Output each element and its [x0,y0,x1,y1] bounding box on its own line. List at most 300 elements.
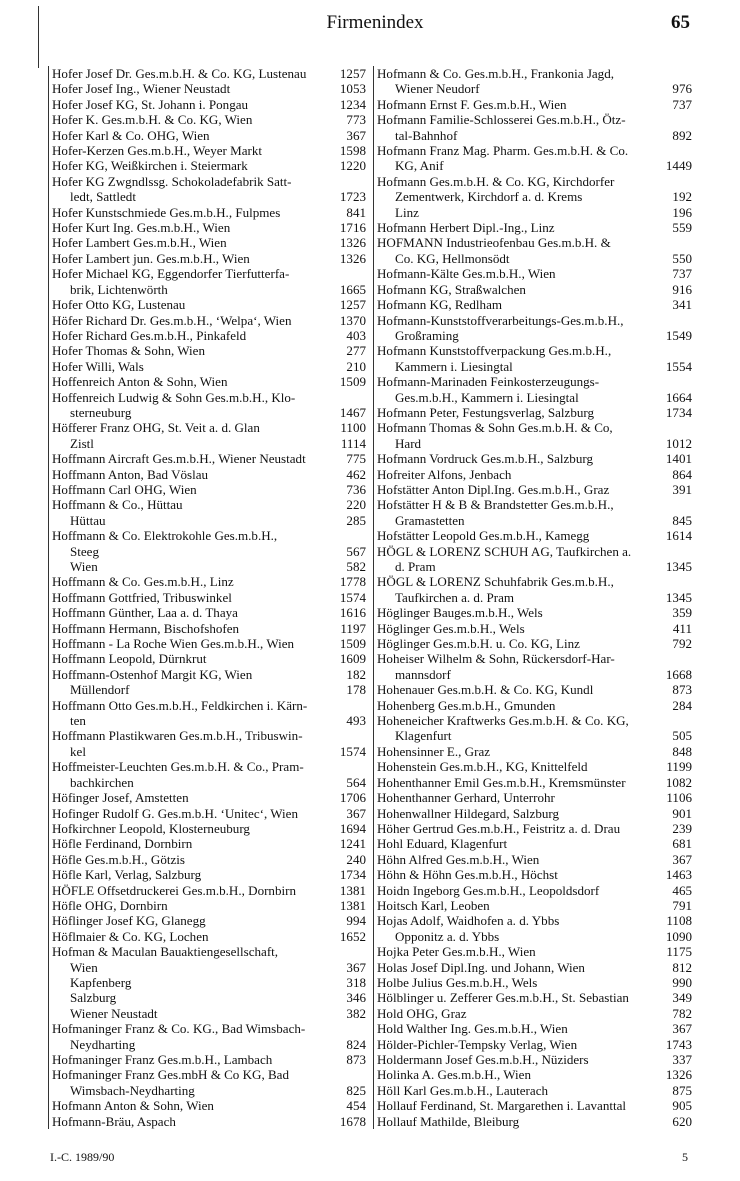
entry-page-number: 411 [672,620,692,636]
entry-name: Hoheiser Wilhelm & Sohn, Rückersdorf-Har- [377,651,615,667]
index-entry [377,990,692,1005]
entry-page-number: 1114 [340,435,366,451]
index-entry [52,482,366,497]
entry-page-number: 875 [672,1082,692,1098]
entry-page-number: 284 [672,697,692,713]
index-entry [377,343,692,358]
index-entry [52,81,366,96]
entry-name: Hofmann Thomas & Sohn Ges.m.b.H. & Co, [377,420,613,436]
entry-name: Hoheneicher Kraftwerks Ges.m.b.H. & Co. KG, [377,713,629,729]
entry-name: Hohenthanner Emil Ges.m.b.H., Kremsmünster [377,774,626,790]
entry-name: ledt, Sattledt [70,189,136,205]
entry-name: Hofer Karl & Co. OHG, Wien [52,127,210,143]
index-entry [52,867,366,882]
entry-name: Hofer Josef Dr. Ges.m.b.H. & Co. KG, Lustenau [52,66,307,81]
entry-name: Höhn & Höhn Ges.m.b.H., Höchst [377,867,558,883]
entry-name: Hofstätter Leopold Ges.m.b.H., Kamegg [377,528,590,544]
index-entry [52,1052,366,1067]
entry-name: Hofer-Kerzen Ges.m.b.H., Weyer Markt [52,143,263,159]
entry-page-number: 318 [346,974,366,990]
entry-page-number: 367 [346,805,366,821]
index-entry [52,436,366,451]
entry-name: Kapfenberg [70,974,132,990]
entry-name: mannsdorf [395,666,451,682]
index-entry [52,1021,366,1036]
entry-page-number: 337 [672,1052,692,1067]
entry-page-number: 1345 [665,589,692,605]
entry-page-number: 1100 [340,420,366,436]
index-entry [52,559,366,574]
entry-name: Hoffmann & Co., Hüttau [52,497,183,513]
entry-name: Hofreiter Alfons, Jenbach [377,466,512,482]
entry-name: Hofer Lambert jun. Ges.m.b.H., Wien [52,250,250,266]
index-entry [377,821,692,836]
entry-name: Hofmann-Kunststoffverarbeitungs-Ges.m.b.H., [377,312,624,328]
entry-page-number: 341 [672,297,692,313]
index-entry [52,883,366,898]
index-entry [377,359,692,374]
entry-name: Hoitsch Karl, Leoben [377,897,490,913]
entry-name: Hoffmann-Ostenhof Margit KG, Wien [52,666,253,682]
entry-page-number: 1370 [339,312,366,328]
entry-name: Hofkirchner Leopold, Klosterneuburg [52,820,250,836]
entry-name: brik, Lichtenwörth [70,281,168,297]
index-entry [377,81,692,96]
entry-name: Müllendorf [70,682,130,698]
index-entry [52,898,366,913]
entry-page-number: 845 [672,512,692,528]
entry-name: Holinka A. Ges.m.b.H., Wien [377,1067,531,1083]
entry-name: Höglinger Bauges.m.b.H., Wels [377,605,543,621]
entry-page-number: 976 [672,81,692,97]
index-entry [52,343,366,358]
index-entry [52,451,366,466]
index-entry [377,1037,692,1052]
entry-name: Höfle Karl, Verlag, Salzburg [52,867,202,883]
index-entry [52,251,366,266]
entry-page-number: 1509 [339,374,366,390]
index-entry [377,728,692,743]
index-entry [377,775,692,790]
entry-name: HÖGL & LORENZ Schuhfabrik Ges.m.b.H., [377,574,614,590]
index-entry [377,66,692,81]
entry-name: HÖFLE Offsetdruckerei Ges.m.b.H., Dornbirn [52,882,296,898]
entry-page-number: 367 [346,959,366,975]
entry-page-number: 1401 [665,451,692,467]
entry-name: Zementwerk, Kirchdorf a. d. Krems [395,189,583,205]
index-entry [52,990,366,1005]
entry-page-number: 1241 [339,836,366,852]
entry-page-number: 1082 [665,774,692,790]
index-entry [377,1021,692,1036]
entry-page-number: 1326 [339,250,366,266]
index-entry [52,282,366,297]
entry-name: Hölblinger u. Zefferer Ges.m.b.H., St. Sebastian [377,990,629,1006]
index-entry [377,1114,692,1129]
entry-page-number: 1609 [339,651,366,667]
entry-page-number: 239 [672,820,692,836]
entry-name: Hoffmann - La Roche Wien Ges.m.b.H., Wien [52,636,295,652]
index-entry [52,759,366,774]
entry-name: Hofmann Vordruck Ges.m.b.H., Salzburg [377,451,593,467]
index-entry [52,1067,366,1082]
index-entry [52,1037,366,1052]
index-entry [52,266,366,281]
index-entry [377,405,692,420]
entry-page-number: 367 [672,1021,692,1037]
entry-name: Hollauf Mathilde, Bleiburg [377,1113,520,1129]
index-entry [52,929,366,944]
index-entry [377,328,692,343]
entry-page-number: 864 [672,466,692,482]
index-entry [377,960,692,975]
index-entry [377,282,692,297]
index-entry [52,636,366,651]
entry-name: Wien [70,959,98,975]
entry-page-number: 1668 [665,666,692,682]
entry-page-number: 773 [346,112,366,128]
entry-name: Höher Gertrud Ges.m.b.H., Feistritz a. d. Drau [377,820,621,836]
entry-page-number: 1574 [339,743,366,759]
entry-name: Hoffmann Gottfried, Tribuswinkel [52,589,232,605]
entry-name: Hofer KG, Weißkirchen i. Steiermark [52,158,248,174]
entry-page-number: 1574 [339,589,366,605]
entry-name: Hohensinner E., Graz [377,743,491,759]
index-entry [377,112,692,127]
entry-name: Linz [395,204,419,220]
entry-name: Hofmann-Marinaden Feinkosterzeugungs- [377,374,600,390]
entry-name: Hofinger Rudolf G. Ges.m.b.H. ‘Unitec‘, Wien [52,805,298,821]
entry-page-number: 620 [672,1113,692,1129]
index-entry [52,821,366,836]
entry-name: Zistl [70,435,94,451]
index-entry [52,621,366,636]
entry-page-number: 1734 [339,867,366,883]
index-entry [52,189,366,204]
entry-page-number: 1108 [666,913,692,929]
entry-name: Hoffmann & Co. Ges.m.b.H., Linz [52,574,234,590]
entry-page-number: 1199 [666,759,692,775]
entry-page-number: 994 [346,913,366,929]
entry-name: Höfle OHG, Dornbirn [52,897,168,913]
entry-name: Hoffmann Günther, Laa a. d. Thaya [52,605,238,621]
entry-page-number: 1012 [665,435,692,451]
index-entry [52,420,366,435]
index-entry [52,806,366,821]
entry-name: Co. KG, Hellmonsödt [395,250,510,266]
index-entry [52,328,366,343]
entry-page-number: 349 [672,990,692,1006]
index-entry [52,682,366,697]
entry-page-number: 1549 [665,327,692,343]
entry-page-number: 564 [346,774,366,790]
index-entry [377,1098,692,1113]
index-entry [377,451,692,466]
index-entry [377,913,692,928]
index-entry [377,143,692,158]
index-entry [52,852,366,867]
entry-name: Hohenberg Ges.m.b.H., Gmunden [377,697,556,713]
entry-page-number: 824 [346,1036,366,1052]
entry-name: Höfer Richard Dr. Ges.m.b.H., ‘Welpa‘, Wien [52,312,292,328]
entry-page-number: 1175 [666,944,692,960]
entry-page-number: 1694 [339,820,366,836]
entry-page-number: 178 [346,682,366,698]
index-entry [52,975,366,990]
index-entry [52,1114,366,1129]
entry-name: Hofmann Familie-Schlosserei Ges.m.b.H., Ötz- [377,112,626,128]
entry-name: Hofmann-Bräu, Aspach [52,1113,176,1129]
entry-name: Hofer Richard Ges.m.b.H., Pinkafeld [52,327,247,343]
entry-page-number: 901 [672,805,692,821]
index-entry [52,836,366,851]
entry-name: Hohenstein Ges.m.b.H., KG, Knittelfeld [377,759,588,775]
entry-page-number: 391 [672,481,692,497]
entry-name: Hofmann Kunststoffverpackung Ges.m.b.H., [377,343,612,359]
index-entry [52,158,366,173]
entry-name: Hofer Otto KG, Lustenau [52,297,186,313]
entry-name: Hofer Josef KG, St. Johann i. Pongau [52,96,249,112]
entry-name: Steeg [70,543,99,559]
entry-page-number: 196 [672,204,692,220]
index-entry [377,497,692,512]
entry-page-number: 873 [346,1052,366,1067]
entry-page-number: 1449 [665,158,692,174]
entry-name: Hofmaninger Franz & Co. KG., Bad Wimsbach- [52,1021,306,1037]
entry-name: Kammern i. Liesingtal [395,358,513,374]
entry-name: Hojka Peter Ges.m.b.H., Wien [377,944,536,960]
index-entry [52,205,366,220]
entry-name: Holdermann Josef Ges.m.b.H., Nüziders [377,1052,589,1067]
index-entry [52,605,366,620]
entry-name: Hoffenreich Ludwig & Sohn Ges.m.b.H., Klo- [52,389,296,405]
entry-name: Hofman & Maculan Bauaktiengesellschaft, [52,944,279,960]
entry-name: Höglinger Ges.m.b.H., Wels [377,620,525,636]
entry-name: Hoffmann Leopold, Dürnkrut [52,651,207,667]
entry-page-number: 812 [672,959,692,975]
index-entry [377,698,692,713]
entry-page-number: 192 [672,189,692,205]
entry-name: Hofmann Peter, Festungsverlag, Salzburg [377,404,595,420]
entry-name: Hoffmeister-Leuchten Ges.m.b.H. & Co., Pram- [52,759,304,775]
entry-page-number: 1326 [339,235,366,251]
index-entry [52,497,366,512]
index-entry [52,960,366,975]
entry-page-number: 848 [672,743,692,759]
entry-page-number: 559 [672,220,692,236]
entry-page-number: 775 [346,451,366,467]
entry-name: Hohl Eduard, Klagenfurt [377,836,508,852]
entry-page-number: 1509 [339,636,366,652]
index-entry [52,220,366,235]
index-entry [377,390,692,405]
entry-name: Hofmann Anton & Sohn, Wien [52,1098,214,1114]
entry-name: Hohenwallner Hildegard, Salzburg [377,805,560,821]
entry-page-number: 1463 [665,867,692,883]
index-entry [377,467,692,482]
entry-name: Hoffmann & Co. Elektrokohle Ges.m.b.H., [52,528,278,544]
index-entry [377,189,692,204]
index-entry [52,1083,366,1098]
entry-page-number: 990 [672,974,692,990]
index-entry [377,482,692,497]
entry-page-number: 240 [346,851,366,867]
index-entry [52,1098,366,1113]
entry-name: kel [70,743,86,759]
entry-name: Hofer K. Ges.m.b.H. & Co. KG, Wien [52,112,253,128]
entry-page-number: 1257 [339,66,366,81]
entry-page-number: 1257 [339,297,366,313]
index-entry [377,220,692,235]
entry-name: Hojas Adolf, Waidhofen a. d. Ybbs [377,913,560,929]
entry-page-number: 1467 [339,404,366,420]
index-entry [377,682,692,697]
index-entry [377,605,692,620]
entry-page-number: 454 [346,1098,366,1114]
entry-page-number: 1706 [339,790,366,806]
index-entry [52,513,366,528]
entry-name: Hoffmann Carl OHG, Wien [52,481,197,497]
entry-page-number: 1106 [666,790,692,806]
entry-page-number: 1665 [339,281,366,297]
entry-page-number: 567 [346,543,366,559]
index-entry [377,590,692,605]
index-entry [377,944,692,959]
index-entry [377,235,692,250]
entry-name: Hofmann Ges.m.b.H. & Co. KG, Kirchdorfer [377,173,615,189]
index-entry [377,174,692,189]
entry-page-number: 582 [346,559,366,574]
entry-page-number: 1234 [339,96,366,112]
index-entry [377,898,692,913]
index-entry [377,128,692,143]
index-entry [377,158,692,173]
index-entry [52,944,366,959]
entry-page-number: 1598 [339,143,366,159]
index-entry [377,651,692,666]
entry-name: Holas Josef Dipl.Ing. und Johann, Wien [377,959,585,975]
index-entry [377,744,692,759]
entry-name: Hofer Thomas & Sohn, Wien [52,343,206,359]
entry-name: Hofmann & Co. Ges.m.b.H., Frankonia Jagd, [377,66,614,81]
entry-name: Hüttau [70,512,106,528]
index-entry [377,420,692,435]
entry-page-number: 1664 [665,389,692,405]
entry-name: Hofmann KG, Redlham [377,297,503,313]
index-entry [52,405,366,420]
footer-edition: I.-C. 1989/90 [50,1150,115,1164]
index-entry [52,143,366,158]
entry-name: Hofstätter H & B & Brandstetter Ges.m.b.H., [377,497,614,513]
entry-name: Hofer Lambert Ges.m.b.H., Wien [52,235,227,251]
index-entry [377,929,692,944]
index-entry [377,97,692,112]
entry-name: Wiener Neustadt [70,1005,158,1021]
index-entry [377,852,692,867]
entry-page-number: 462 [346,466,366,482]
entry-page-number: 681 [672,836,692,852]
entry-name: Gramastetten [395,512,465,528]
index-entry [377,528,692,543]
entry-name: Höll Karl Ges.m.b.H., Lauterach [377,1082,549,1098]
entry-name: Hofmann-Kälte Ges.m.b.H., Wien [377,266,556,282]
index-entry [377,713,692,728]
entry-name: Hofmann Herbert Dipl.-Ing., Linz [377,220,555,236]
entry-name: Hoffenreich Anton & Sohn, Wien [52,374,228,390]
index-entry [377,883,692,898]
entry-name: Hold Walther Ing. Ges.m.b.H., Wien [377,1021,568,1037]
index-entry [377,667,692,682]
entry-page-number: 1345 [665,559,692,574]
entry-name: HÖGL & LORENZ SCHUH AG, Taufkirchen a. [377,543,632,559]
entry-page-number: 1090 [665,928,692,944]
entry-name: ten [70,713,86,729]
index-entry [52,590,366,605]
entry-page-number: 1652 [339,928,366,944]
index-entry [52,467,366,482]
entry-name: Hoffmann Otto Ges.m.b.H., Feldkirchen i. Kärn- [52,697,308,713]
entry-name: Hold OHG, Graz [377,1005,467,1021]
entry-name: Wiener Neudorf [395,81,480,97]
entry-name: Höfle Ferdinand, Dornbirn [52,836,193,852]
entry-name: Hofmann Franz Mag. Pharm. Ges.m.b.H. & Co. [377,143,629,159]
right-column [373,66,692,1129]
entry-name: KG, Anif [395,158,444,174]
entry-name: Großraming [395,327,459,343]
entry-page-number: 736 [346,481,366,497]
entry-page-number: 465 [672,882,692,898]
entry-name: Hofer Kunstschmiede Ges.m.b.H., Fulpmes [52,204,281,220]
index-entry [377,867,692,882]
index-entry [52,1006,366,1021]
entry-name: Ges.m.b.H., Kammern i. Liesingtal [395,389,579,405]
entry-name: Hohenauer Ges.m.b.H. & Co. KG, Kundl [377,682,594,698]
entry-page-number: 892 [672,127,692,143]
index-entry [377,836,692,851]
index-entry [52,775,366,790]
entry-page-number: 916 [672,281,692,297]
entry-name: HOFMANN Industrieofenbau Ges.m.b.H. & [377,235,611,251]
index-entry [52,97,366,112]
entry-page-number: 285 [346,512,366,528]
entry-name: Hofer Michael KG, Eggendorfer Tierfutterfa- [52,266,290,282]
entry-name: Opponitz a. d. Ybbs [395,928,500,944]
entry-page-number: 1723 [339,189,366,205]
entry-page-number: 1743 [665,1036,692,1052]
entry-page-number: 905 [672,1098,692,1114]
entry-page-number: 1716 [339,220,366,236]
index-entry [52,713,366,728]
entry-page-number: 359 [672,605,692,621]
entry-page-number: 792 [672,636,692,652]
index-entry [52,174,366,189]
index-entry [377,374,692,389]
entry-page-number: 841 [346,204,366,220]
entry-name: Hölder-Pichler-Tempsky Verlag, Wien [377,1036,578,1052]
left-column [48,66,366,1129]
index-entry [377,266,692,281]
index-entry [377,205,692,220]
entry-name: Hofstätter Anton Dipl.Ing. Ges.m.b.H., Graz [377,481,610,497]
index-entry [52,313,366,328]
index-entry [377,544,692,559]
index-entry [377,806,692,821]
entry-page-number: 791 [672,897,692,913]
entry-name: Holbe Julius Ges.m.b.H., Wels [377,974,538,990]
index-entry [377,1052,692,1067]
index-entry [377,436,692,451]
entry-page-number: 873 [672,682,692,698]
